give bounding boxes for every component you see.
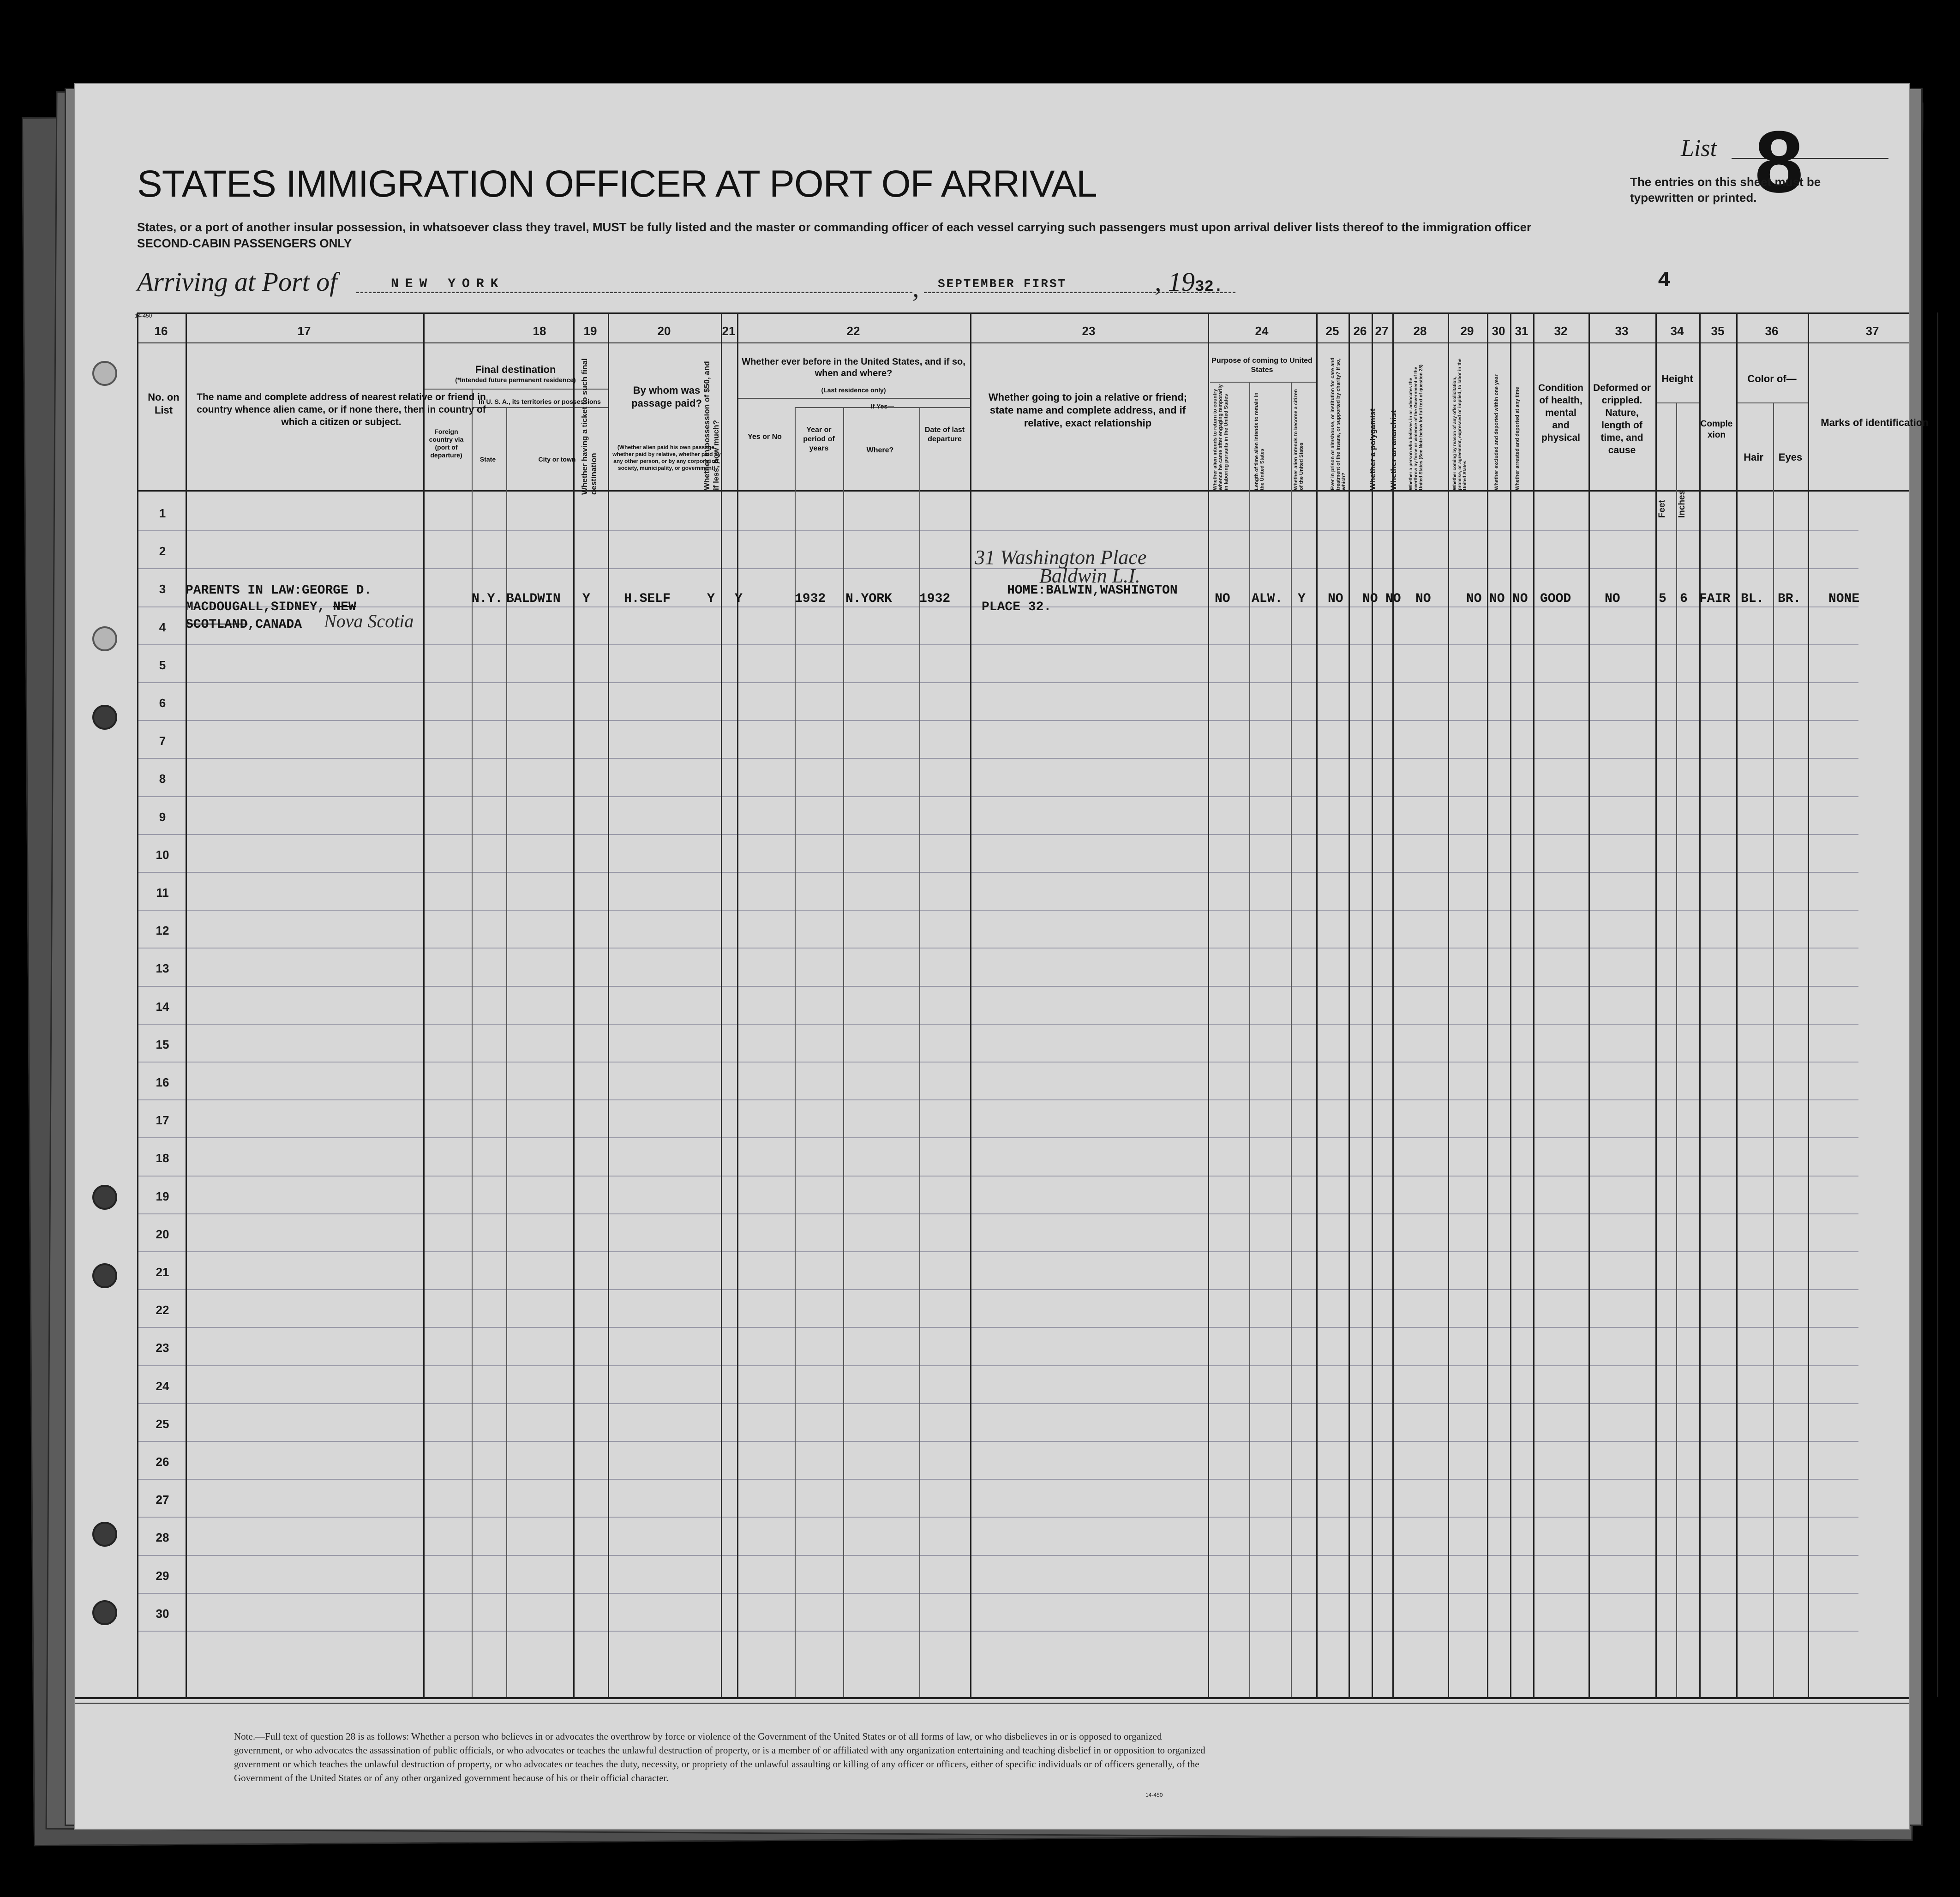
column-number: 26 bbox=[1353, 324, 1367, 338]
column-number: 20 bbox=[657, 324, 671, 338]
row-line bbox=[137, 720, 1858, 721]
row-number: 16 bbox=[156, 1075, 169, 1089]
row-number: 19 bbox=[156, 1189, 169, 1203]
col32-header: Condition of health, mental and physical bbox=[1538, 383, 1583, 443]
row-number: 24 bbox=[156, 1379, 169, 1393]
col19-header: Whether having a ticket to such final destination bbox=[580, 358, 598, 495]
column-number: 27 bbox=[1375, 324, 1389, 338]
col18-header: Final destination bbox=[475, 364, 556, 375]
col18-usa-header: In U. S. A., its territories or possessions bbox=[479, 398, 601, 405]
col24-header: Purpose of coming to United States bbox=[1211, 357, 1313, 374]
column-number: 19 bbox=[583, 324, 597, 338]
handwritten-annotation: Nova Scotia bbox=[324, 611, 414, 631]
column-line bbox=[1448, 312, 1449, 1697]
state-value: N.Y. bbox=[472, 592, 503, 606]
binder-hole bbox=[92, 1185, 117, 1210]
year-prefix: 19 bbox=[1168, 267, 1195, 297]
before-date-value: 1932 bbox=[919, 592, 951, 606]
row-number: 18 bbox=[156, 1151, 169, 1165]
column-line bbox=[721, 312, 722, 1697]
column-number: 22 bbox=[846, 324, 860, 338]
row-line bbox=[137, 796, 1858, 797]
q29-value: NO bbox=[1466, 592, 1482, 606]
col22-subheader: (Last residence only) bbox=[821, 386, 886, 394]
col34-feet: Feet bbox=[1657, 499, 1667, 518]
colnum-row-border bbox=[137, 342, 1909, 343]
row-number: 3 bbox=[159, 582, 166, 596]
year-label: , 1932. bbox=[1155, 267, 1223, 297]
money-value: Y bbox=[707, 592, 715, 606]
column-line bbox=[1699, 312, 1701, 1697]
col22-where: Where? bbox=[866, 446, 894, 454]
column-line bbox=[1676, 402, 1677, 1697]
column-line bbox=[472, 389, 473, 1697]
row-number: 23 bbox=[156, 1341, 169, 1355]
col16-header: No. on List bbox=[148, 391, 180, 416]
q28-value: NO bbox=[1415, 592, 1431, 606]
col28-header: Whether a person who believes in or advocates the overthrow by force or violence of the Government of the United States (See Note below for full text of question 28) bbox=[1409, 364, 1424, 490]
col18-state-header: State bbox=[480, 456, 496, 463]
row-number: 27 bbox=[156, 1493, 169, 1507]
row-line bbox=[137, 1099, 1858, 1100]
row-number: 5 bbox=[159, 658, 166, 672]
column-number: 16 bbox=[154, 324, 168, 338]
row-line bbox=[137, 1176, 1858, 1177]
subheader-line bbox=[737, 398, 970, 399]
row-number: 28 bbox=[156, 1531, 169, 1545]
row-number: 14 bbox=[156, 999, 169, 1014]
table-grid bbox=[75, 84, 1909, 1829]
q30-value: NO bbox=[1489, 592, 1505, 606]
row-number: 10 bbox=[156, 847, 169, 862]
complexion-value: FAIR bbox=[1699, 592, 1731, 606]
col25-header: Ever in prison or almshouse, or institution for care and treatment of the insane, or supported by charity? If so, which? bbox=[1330, 357, 1347, 490]
deformed-value: NO bbox=[1605, 592, 1620, 606]
binder-hole bbox=[92, 1263, 117, 1288]
row-line bbox=[137, 910, 1858, 911]
q31-value: NO bbox=[1512, 592, 1528, 606]
column-line bbox=[1510, 312, 1511, 1697]
join-line-2: PLACE 32. bbox=[982, 600, 1052, 614]
row-number: 25 bbox=[156, 1417, 169, 1431]
instruction-line: States, or a port of another insular possession, in whatsoever class they travel, MUST be fully listed and the master or commanding officer of each vessel carrying such passengers must upon arrival deliver lists thereof to the immigration officer bbox=[137, 220, 1532, 234]
row-number: 2 bbox=[159, 544, 166, 558]
row-line bbox=[137, 1517, 1858, 1518]
city-value: BALDWIN bbox=[506, 592, 561, 606]
date-value: SEPTEMBER FIRST bbox=[938, 277, 1067, 291]
column-line bbox=[1487, 312, 1488, 1697]
handwritten-address-2: Baldwin L.I. bbox=[1039, 564, 1140, 587]
cabin-class-label: SECOND-CABIN PASSENGERS ONLY bbox=[137, 236, 352, 250]
prison-value: NO bbox=[1328, 592, 1343, 606]
port-fill-line bbox=[356, 292, 912, 293]
column-number: 34 bbox=[1670, 324, 1684, 338]
row-number: 9 bbox=[159, 810, 166, 824]
purpose-length-value: ALW. bbox=[1252, 592, 1283, 606]
row-line bbox=[137, 872, 1858, 873]
row-line bbox=[137, 1062, 1858, 1063]
column-number: 23 bbox=[1082, 324, 1096, 338]
row-line bbox=[137, 1365, 1858, 1366]
col34-header: Height bbox=[1661, 373, 1693, 384]
row-line bbox=[137, 1251, 1858, 1252]
subheader-line bbox=[1736, 402, 1808, 403]
column-line bbox=[1349, 312, 1350, 1697]
ticket-value: Y bbox=[582, 592, 590, 606]
column-number: 32 bbox=[1554, 324, 1568, 338]
col27-header: Whether an anarchist bbox=[1389, 410, 1398, 490]
col31-header: Whether arrested and deported at any time bbox=[1515, 387, 1520, 490]
year-suffix: 32. bbox=[1195, 278, 1223, 296]
footnote-question-28: Note.—Full text of question 28 is as follows: Whether a person who believes in or advocates the overthrow by force or violence of the Government of the United States or of all forms of law, or who disbelieves in or is opposed to organized government, or who advocates the assassination of public officials, or who advocates or teaches the unlawful destruction of property, or is a member of or affiliated with any organization entertaining and teaching disbelief in or opposition to organized government or which teaches the unlawful destruction of property, or who advocates or teaches the duty, necessity, or propriety of the unlawful assaulting or killing of any officer or officers, either of specific individuals or of officers generally, of the Government of the United States or of any other organized government because of his or their official character. bbox=[234, 1731, 1205, 1783]
col23-header: Whether going to join a relative or friend; state name and complete address, and if relative, exact relationship bbox=[988, 391, 1187, 429]
inches-value: 6 bbox=[1680, 592, 1688, 606]
column-line bbox=[1588, 312, 1590, 1697]
purpose-return-value: NO bbox=[1215, 592, 1230, 606]
table-bottom-border bbox=[75, 1697, 1909, 1699]
column-number: 21 bbox=[722, 324, 736, 338]
column-number: 24 bbox=[1255, 324, 1269, 338]
col17-header: The name and complete address of nearest relative or friend in country whence alien came, or if none there, then in country of which a citizen or subject. bbox=[197, 392, 486, 427]
column-line bbox=[423, 312, 425, 1697]
column-line bbox=[1736, 312, 1738, 1697]
row-line bbox=[137, 1213, 1858, 1214]
column-line bbox=[1937, 312, 1938, 1697]
row-number: 29 bbox=[156, 1568, 169, 1583]
row-line bbox=[137, 682, 1858, 683]
row-line bbox=[137, 1593, 1858, 1594]
binder-hole bbox=[92, 705, 117, 730]
row-line bbox=[137, 986, 1858, 987]
column-line bbox=[1316, 312, 1318, 1697]
relative-line-2: MACDOUGALL,SIDNEY, NEW bbox=[186, 600, 356, 614]
arriving-label: Arriving at Port of bbox=[137, 267, 337, 297]
column-line bbox=[608, 312, 609, 1697]
col34-inches: Inches bbox=[1677, 490, 1687, 518]
column-line bbox=[737, 312, 738, 1697]
before-period-value: 1932 bbox=[795, 592, 826, 606]
row-number: 11 bbox=[156, 886, 169, 900]
column-line bbox=[1808, 312, 1809, 1697]
col18-foreign-header: Foreign country via (port of departure) bbox=[429, 428, 464, 459]
binder-hole bbox=[92, 626, 117, 651]
row-number: 4 bbox=[159, 620, 166, 634]
col26-header: Whether a polygamist bbox=[1368, 408, 1377, 490]
row-number: 12 bbox=[156, 924, 169, 938]
col36-header: Color of— bbox=[1747, 373, 1797, 384]
column-line bbox=[1291, 382, 1292, 1697]
struck-text: NEW bbox=[333, 600, 356, 614]
column-number: 17 bbox=[297, 324, 311, 338]
col33-header: Deformed or crippled. Nature, length of time, and cause bbox=[1593, 383, 1651, 456]
col24b-header: Length of time alien intends to remain in the United States bbox=[1254, 392, 1265, 490]
purpose-citizen-value: Y bbox=[1298, 592, 1306, 606]
col18-city-header: City or town bbox=[538, 456, 576, 463]
row-line bbox=[137, 1024, 1858, 1025]
col22-yesno: Yes or No bbox=[748, 433, 782, 441]
entries-note: The entries on this sheet must be typewritten or printed. bbox=[1630, 175, 1821, 204]
sheet-number: 4 bbox=[1658, 269, 1671, 293]
page-title: STATES IMMIGRATION OFFICER AT PORT OF ARRIVAL bbox=[137, 163, 1097, 205]
col35-header: Complexion bbox=[1700, 419, 1733, 440]
col22-date: Date of last departure bbox=[924, 426, 965, 443]
col24c-header: Whether alien intends to become a citizen of the United States bbox=[1293, 389, 1304, 490]
polygamist-value: NO bbox=[1362, 592, 1378, 606]
row-number: 26 bbox=[156, 1455, 169, 1469]
col22-period: Year or period of years bbox=[803, 426, 835, 452]
row-number: 8 bbox=[159, 772, 166, 786]
col20-header: By whom was passage paid? bbox=[631, 384, 702, 409]
col36-hair: Hair bbox=[1744, 451, 1763, 463]
row-line bbox=[137, 834, 1858, 835]
row-number: 20 bbox=[156, 1227, 169, 1241]
column-line bbox=[1533, 312, 1534, 1697]
row-number: 21 bbox=[156, 1265, 169, 1279]
list-number: 8 bbox=[1755, 113, 1804, 211]
column-number: 36 bbox=[1765, 324, 1779, 338]
manifest-sheet: STATES IMMIGRATION OFFICER AT PORT OF ARRIVAL List 8 The entries on this sheet must be typewritten or printed. States, or a port of another insular possession, in whatsoever class they travel, MUST be fully listed and the master or commanding officer of each vessel carrying such passengers must upon arrival deliver lists thereof to the immigration officer SECOND-CABIN PASSENGERS ONLY Arriving at Port of NEW YORK , SEPTEMBER FIRST , 1932. 4 16 17 18 19 20 21 22 23 24 25 26 27 28 29 30 31 32 33 34 35 36 37 No. on List The name and complete address of nearest relative or friend in country whence alien came, or if none there, then in country of which a citizen or subject. Final destination (*Intended future permanent residence) Foreign country via (port of departure) In U. S. A., its territories or possessions State City or town Whether having a ticket to such final destination By whom was passage paid? (Whether alien paid his own passage, whether paid by relative, whether paid by any other person, or by any corporation, society, municipality, or government) Whether in possession of $50, and if less, how much? Whether ever before in the United States, and if so, when and where? (Last residence only) If Yes— Yes or No Year or period of years Where? Date of last departure Whether going to join a relative or friend; state name and complete address, and if relative, exact relationship Purpose of coming to United States Whether alien intends to return to country whence he came after engaging temporarily in laboring pursuits in the United States Length of time alien intends to remain in the United States Whether alien intends to become a citizen of the United States Ever in prison or almshouse, or institution for care and treatment of the insane, or supported by charity? If so, which? Whether a polygamist Whether an anarchist Whether a person who believes in or advocates the overthrow by force or violence of the Government of the United States (See Note below for full text of question 28) Whether coming by reason of any offer, solicitation, promise, or agreement, expressed or implied, to labor in the United States Whether excluded and deported within one year Whether arrested and deported at any time Condition of health, mental and physical Deformed or crippled. Nature, length of time, and cause Height Feet Inches Complexion Color of— Hair Eyes Marks of identification 1 2 3 4 5 6 7 8 9 10 11 12 13 14 15 16 17 18 19 20 21 22 23 24 25 26 27 28 29 30 PARENTS IN LAW:GEORGE D. MACDOUGALL,SIDNEY, NEW SCOTLAND,CANADA Nova Scotia N.Y. BALDWIN Y H.SELF Y Y 1932 N.YORK 1932 31 Washington Place Baldwin L.I. HOME:BALWIN,WASHINGTON PLACE 32. NO ALW. Y NO NO NO NO NO NO NO GOOD NO 5 6 FAIR BL. BR. NONE Note.—Full text of question 28 is as follows: Whether a person who believes in or advocates the overthrow by force or violence of the Government of the United States or of all forms of law, or who disbelieves in or is opposed to organized government, or who advocates the assassination of public officials, or who advocates or teaches the unlawful destruction of property, or is a member of or affiliated with any organization entertaining and teaching disbelief in or opposition to organized government or which teaches the unlawful destruction of property, or who advocates or teaches the duty, necessity, or propriety of the unlawful assaulting or killing of any officer or officers, either of specific individuals or of officers generally, of the Government of the United States or of any other organized government because of his or their official character. 14-450 14-450 bbox=[74, 83, 1910, 1830]
row-number: 7 bbox=[159, 734, 166, 748]
col18-subheader: (*Intended future permanent residence) bbox=[455, 376, 576, 384]
col29-header: Whether coming by reason of any offer, solicitation, promise, or agreement, expressed or implied, to labor in the United States bbox=[1452, 358, 1468, 490]
row-line bbox=[137, 1327, 1858, 1328]
subheader-line bbox=[1210, 382, 1316, 383]
column-line bbox=[1392, 312, 1394, 1697]
column-line bbox=[186, 312, 187, 1697]
column-number: 31 bbox=[1515, 324, 1528, 338]
col22-ifyes: If Yes— bbox=[870, 402, 894, 410]
binder-hole bbox=[92, 1522, 117, 1547]
health-value: GOOD bbox=[1540, 592, 1571, 606]
row-line bbox=[137, 1479, 1858, 1480]
column-line bbox=[1655, 312, 1657, 1697]
col24a-header: Whether alien intends to return to country whence he came after engaging temporarily in laboring pursuits in the United States bbox=[1212, 384, 1229, 490]
row-number: 15 bbox=[156, 1037, 169, 1051]
table-top-border bbox=[137, 312, 1909, 314]
row-number: 30 bbox=[156, 1606, 169, 1621]
row-number: 1 bbox=[159, 506, 166, 520]
paid-by-value: H.SELF bbox=[624, 592, 671, 606]
relative-line-1: PARENTS IN LAW:GEORGE D. bbox=[186, 583, 372, 598]
column-number: 28 bbox=[1413, 324, 1427, 338]
row-line bbox=[137, 1137, 1858, 1138]
table-bottom-border-2 bbox=[75, 1703, 1909, 1704]
row-line bbox=[137, 530, 1858, 531]
handwritten-address-1: 31 Washington Place bbox=[975, 546, 1147, 569]
row-line bbox=[137, 1403, 1858, 1404]
before-where-value: N.YORK bbox=[845, 592, 892, 606]
feet-value: 5 bbox=[1659, 592, 1666, 606]
column-number: 18 bbox=[533, 324, 546, 338]
header-bottom-border bbox=[137, 490, 1909, 492]
column-line bbox=[1249, 382, 1250, 1697]
row-line bbox=[137, 1289, 1858, 1290]
row-line bbox=[137, 1631, 1858, 1632]
column-line bbox=[970, 312, 971, 1697]
row-line bbox=[137, 758, 1858, 759]
row-line bbox=[137, 644, 1858, 645]
column-number: 25 bbox=[1325, 324, 1339, 338]
binder-hole bbox=[92, 1600, 117, 1625]
row-number: 6 bbox=[159, 696, 166, 710]
column-number: 29 bbox=[1460, 324, 1474, 338]
binder-hole bbox=[92, 361, 117, 386]
column-number: 33 bbox=[1615, 324, 1629, 338]
subheader-line bbox=[1655, 402, 1699, 403]
col22-header: Whether ever before in the United States, and if so, when and where? bbox=[742, 357, 965, 378]
form-number-bottom: 14-450 bbox=[1145, 1792, 1163, 1798]
col36-eyes: Eyes bbox=[1778, 451, 1803, 463]
column-line bbox=[1773, 402, 1774, 1697]
row-line bbox=[137, 1555, 1858, 1556]
col21-header: Whether in possession of $50, and if less, how much? bbox=[702, 361, 720, 490]
col30-header: Whether excluded and deported within one year bbox=[1494, 374, 1499, 490]
marks-value: NONE bbox=[1828, 592, 1860, 606]
column-number: 35 bbox=[1711, 324, 1725, 338]
row-number: 22 bbox=[156, 1303, 169, 1317]
list-label: List bbox=[1681, 135, 1717, 162]
column-number: 37 bbox=[1865, 324, 1879, 338]
col37-header: Marks of identification bbox=[1821, 417, 1929, 428]
eyes-value: BR. bbox=[1778, 592, 1801, 606]
column-line bbox=[1372, 312, 1373, 1697]
join-line-1: HOME:BALWIN,WASHINGTON bbox=[1007, 583, 1178, 598]
hair-value: BL. bbox=[1741, 592, 1764, 606]
row-line bbox=[137, 1441, 1858, 1442]
column-line bbox=[137, 312, 138, 1697]
column-line bbox=[843, 407, 844, 1697]
anarchist-value: NO bbox=[1385, 592, 1401, 606]
column-line bbox=[1208, 312, 1209, 1697]
row-number: 13 bbox=[156, 961, 169, 976]
relative-line-3: SCOTLAND,CANADA bbox=[186, 618, 302, 632]
row-number: 17 bbox=[156, 1113, 169, 1128]
column-line bbox=[573, 312, 575, 1697]
form-number-top: 14-450 bbox=[135, 312, 152, 319]
col20-subheader: (Whether alien paid his own passage, whether paid by relative, whether paid by any other person, or by any corporation, society, municipality, or government) bbox=[612, 444, 721, 471]
before-yesno-value: Y bbox=[735, 592, 743, 606]
port-value: NEW YORK bbox=[391, 277, 505, 291]
column-number: 30 bbox=[1492, 324, 1505, 338]
